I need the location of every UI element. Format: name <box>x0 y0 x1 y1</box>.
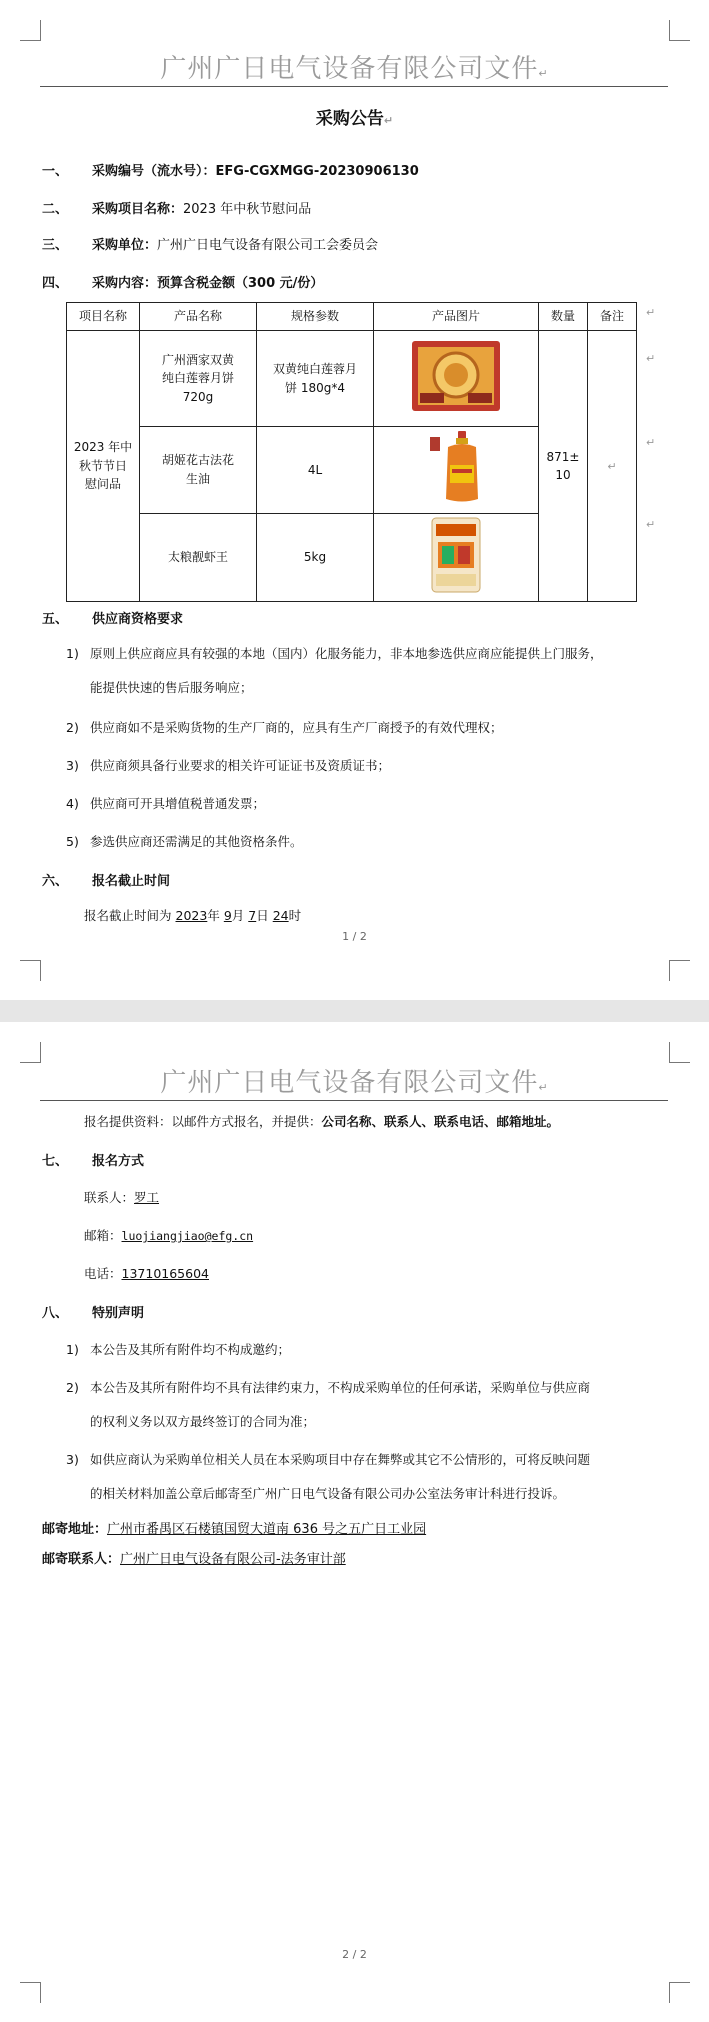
procurement-table <box>66 302 637 602</box>
contact-person: 联系人：罗工 <box>84 1190 160 1205</box>
registration-materials-text: 报名提供资料：以邮件方式报名，并提供：公司名称、联系人、联系电话、邮箱地址。 <box>84 1114 560 1129</box>
section-deadline: 六、 报名截止时间 <box>42 874 171 889</box>
section-registration-method: 七、 报名方式 <box>42 1154 145 1169</box>
rice-bag-image <box>426 516 486 594</box>
product-image-cell <box>374 427 539 514</box>
header-cell: 项目名称 <box>67 303 140 331</box>
section-project-name: 二、 采购项目名称：2023 年中秋节慰问品 <box>42 202 312 217</box>
quantity-cell <box>539 331 588 602</box>
section-procurement-content: 四、 采购内容：预算含税金额（300 元/份） <box>42 276 324 291</box>
cell-line: 生油 <box>185 471 210 486</box>
letterhead-title: 广州广日电气设备有限公司文件↵ <box>160 1068 549 1098</box>
margin-corner-mark <box>669 960 690 981</box>
margin-corner-mark <box>20 1042 41 1063</box>
cell-line: 秋节节日 <box>78 458 127 473</box>
list-item: 2) 供应商如不是采购货物的生产厂商的，应具有生产厂商授予的有效代理权； <box>66 720 503 735</box>
list-item: 4) 供应商可开具增值税普通发票； <box>66 796 266 811</box>
letterhead-title: 广州广日电气设备有限公司文件↵ <box>160 54 549 84</box>
product-name-cell <box>140 331 257 427</box>
product-image-cell <box>374 331 539 427</box>
list-item-continuation: 能提供快速的售后服务响应； <box>90 680 253 695</box>
list-item: 3) 如供应商认为采购单位相关人员在本采购项目中存在舞弊或其它不公情形的，可将反映问题 <box>66 1452 591 1467</box>
mailing-contact: 邮寄联系人：广州广日电气设备有限公司-法务审计部 <box>42 1552 346 1567</box>
cell-line: 太粮靓虾王 <box>167 550 228 565</box>
contact-phone: 电话：13710165604 <box>84 1266 209 1281</box>
table-row <box>67 331 637 427</box>
header-cell: 产品名称 <box>140 303 257 331</box>
margin-corner-mark <box>669 1982 690 2003</box>
section-procurement-number: 一、 采购编号（流水号）：EFG-CGXMGG-20230906130 <box>42 164 419 179</box>
header-cell: 数量 <box>539 303 588 331</box>
list-item-continuation: 的相关材料加盖公章后邮寄至广州广日电气设备有限公司办公室法务审计科进行投诉。 <box>90 1486 566 1501</box>
mooncake-box-image <box>410 337 502 415</box>
margin-corner-mark <box>669 20 690 41</box>
letterhead-rule <box>40 1100 668 1101</box>
cell-end-mark: ↵ <box>646 352 656 365</box>
header-cell: 规格参数 <box>257 303 374 331</box>
deadline-text: 报名截止时间为 2023年 9月 7日 24时 <box>84 908 302 923</box>
document-page-2 <box>0 1022 709 2022</box>
cell-line: 10 <box>555 468 571 483</box>
list-item-continuation: 的权利义务以双方最终签订的合同为准； <box>90 1414 316 1429</box>
margin-corner-mark <box>20 1982 41 2003</box>
section-purchasing-unit: 三、 采购单位：广州广日电气设备有限公司工会委员会 <box>42 238 379 253</box>
document-title: 采购公告↵ <box>315 109 394 129</box>
section-supplier-qualifications: 五、 供应商资格要求 <box>42 612 184 627</box>
spec-cell <box>257 513 374 602</box>
project-name-cell <box>67 331 140 602</box>
spec-cell <box>257 331 374 427</box>
product-name-cell <box>140 513 257 602</box>
peanut-oil-bottle-image <box>426 429 486 505</box>
cell-line: 广州酒家双黄 <box>161 352 234 367</box>
spec-cell <box>257 427 374 514</box>
product-name-cell <box>140 427 257 514</box>
cell-end-mark: ↵ <box>646 436 656 449</box>
margin-corner-mark <box>20 960 41 981</box>
cell-line: 5kg <box>303 550 327 565</box>
cell-line: 慰问品 <box>84 477 121 492</box>
header-cell: 产品图片 <box>374 303 539 331</box>
list-item: 1) 原则上供应商应具有较强的本地（国内）化服务能力，非本地参选供应商应能提供上门服务， <box>66 646 603 661</box>
cell-line: 双黄纯白莲蓉月 <box>272 361 357 376</box>
header-cell: 备注 <box>588 303 637 331</box>
cell-line: 2023 年中 <box>73 440 133 455</box>
cell-line: 871± <box>546 449 580 464</box>
margin-corner-mark <box>669 1042 690 1063</box>
mailing-address: 邮寄地址：广州市番禺区石楼镇国贸大道南 636 号之五广日工业园 <box>42 1522 427 1537</box>
product-image-cell <box>374 513 539 602</box>
remarks-cell: ↵ <box>588 331 637 602</box>
section-special-declarations: 八、 特别声明 <box>42 1306 145 1321</box>
page-number: 2 / 2 <box>342 1948 367 1961</box>
cell-line: 饼 180g*4 <box>285 380 345 395</box>
cell-end-mark: ↵ <box>646 306 656 319</box>
list-item: 2) 本公告及其所有附件均不具有法律约束力，不构成采购单位的任何承诺，采购单位与供应商 <box>66 1380 591 1395</box>
list-item: 5) 参选供应商还需满足的其他资格条件。 <box>66 834 303 849</box>
cell-line: 4L <box>307 462 323 477</box>
cell-end-mark: ↵ <box>646 518 656 531</box>
list-item: 1) 本公告及其所有附件均不构成邀约； <box>66 1342 291 1357</box>
document-page-1 <box>0 0 709 1000</box>
letterhead-rule <box>40 86 668 87</box>
cell-line: 720g <box>182 389 214 404</box>
contact-email: 邮箱：luojiangjiao@efg.cn <box>84 1228 254 1243</box>
list-item: 3) 供应商须具备行业要求的相关许可证证书及资质证书； <box>66 758 391 773</box>
margin-corner-mark <box>20 20 41 41</box>
cell-line: 纯白莲蓉月饼 <box>161 371 234 386</box>
table-header-row <box>67 303 637 331</box>
page-number: 1 / 2 <box>342 930 367 943</box>
cell-line: 胡姬花古法花 <box>161 453 234 468</box>
